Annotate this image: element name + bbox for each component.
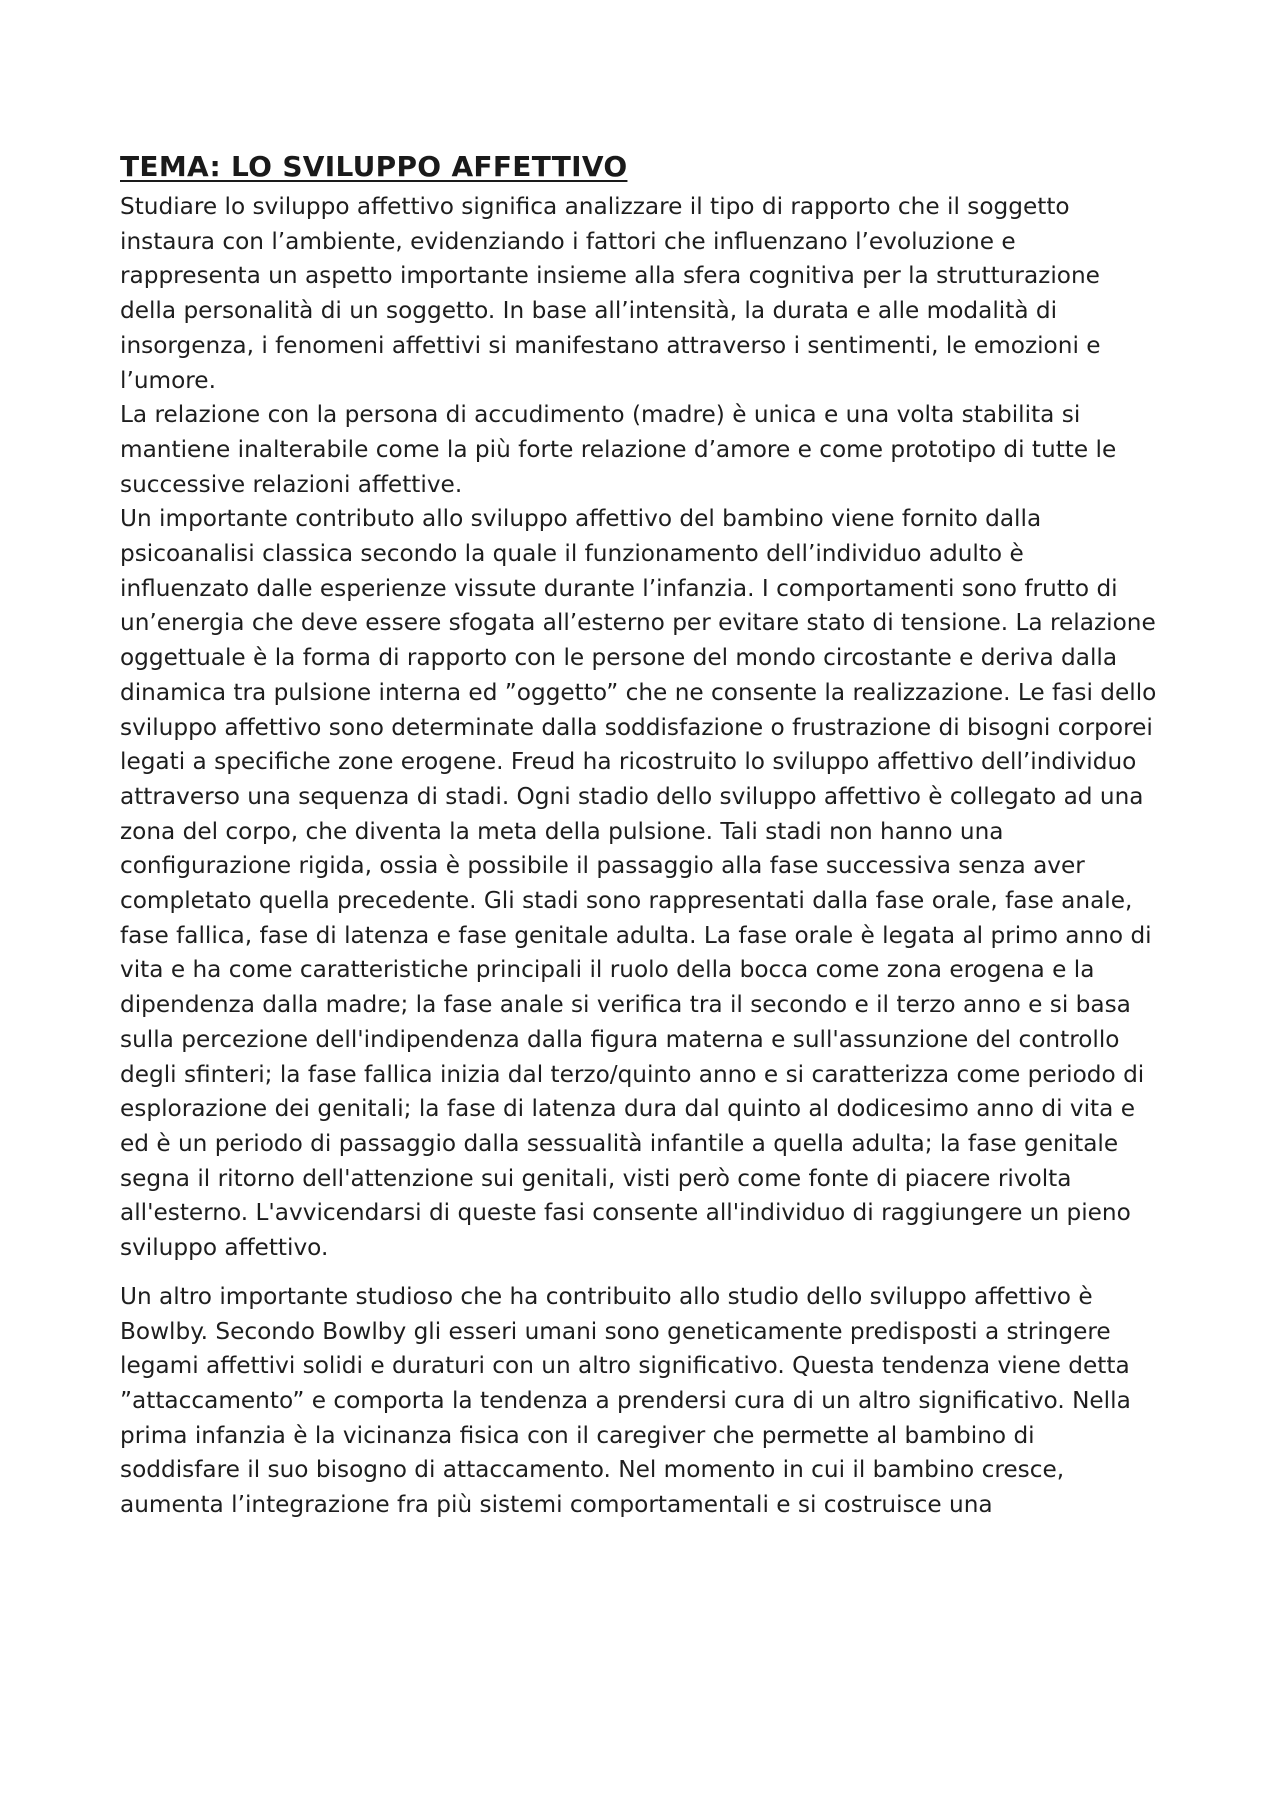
paragraph-caregiver-relation: La relazione con la persona di accudimento (madre) è unica e una volta stabilita si mantiene inalterabile come la più forte relazione d’amore e come prototipo di tutte le successive relazioni affettive. bbox=[120, 401, 1117, 498]
paragraph-intro: Studiare lo sviluppo affettivo significa analizzare il tipo di rapporto che il soggetto instaura con l’ambiente, evidenziando i fattori che influenzano l’evoluzione e rappresenta un aspetto importante insieme alla sfera cognitiva per la strutturazione della personalità di un soggetto. In base all’intensità, la durata e alle modalità di insorgenza, i fenomeni affettivi si manifestano attraverso i sentimenti, le emozioni e l’umore. bbox=[120, 193, 1101, 394]
paragraph-psychoanalysis: Un importante contributo allo sviluppo affettivo del bambino viene fornito dalla psicoanalisi classica secondo la quale il funzionamento dell’individuo adulto è influenzato dalle esperienze vissute durante l’infanzia. I comportamenti sono frutto di un’energia che deve essere sfogata all’esterno per evitare stato di tensione. La relazione oggettuale è la forma di rapporto con le persone del mondo circostante e deriva dalla dinamica tra pulsione interna ed ”oggetto” che ne consente la realizzazione. Le fasi dello sviluppo affettivo sono determinate dalla soddisfazione o frustrazione di bisogni corporei legati a specifiche zone erogene. Freud ha ricostruito lo sviluppo affettivo dell’individuo attraverso una sequenza di stadi. Ogni stadio dello sviluppo affettivo è collegato ad una zona del corpo, che diventa la meta della pulsione. Tali stadi non hanno una configurazione rigida, ossia è possibile il passaggio alla fase successiva senza aver completato quella precedente. Gli stadi sono rappresentati dalla fase orale, fase anale, fase fallica, fase di latenza e fase genitale adulta. La fase orale è legata al primo anno di vita e ha come caratteristiche principali il ruolo della bocca come zona erogena e la dipendenza dalla madre; la fase anale si verifica tra il secondo e il terzo anno e si basa sulla percezione dell'indipendenza dalla figura materna e sull'assunzione del controllo degli sfinteri; la fase fallica inizia dal terzo/quinto anno e si caratterizza come periodo di esplorazione dei genitali; la fase di latenza dura dal quinto al dodicesimo anno di vita e ed è un periodo di passaggio dalla sessualità infantile a quella adulta; la fase genitale segna il ritorno dell'attenzione sui genitali, visti però come fonte di piacere rivolta all'esterno. L'avvicendarsi di queste fasi consente all'individuo di raggiungere un pieno sviluppo affettivo. bbox=[120, 505, 1157, 1262]
document-title: TEMA: LO SVILUPPO AFFETTIVO bbox=[120, 150, 628, 183]
paragraph-bowlby: Un altro importante studioso che ha contribuito allo studio dello sviluppo affettivo è Bowlby. Secondo Bowlby gli esseri umani sono geneticamente predisposti a stringere legami affettivi solidi e duraturi con un altro significativo. Questa tendenza viene detta ”attaccamento” e comporta la tendenza a prendersi cura di un altro significativo. Nella prima infanzia è la vicinanza fisica con il caregiver che permette al bambino di soddisfare il suo bisogno di attaccamento. Nel momento in cui il bambino cresce, aumenta l’integrazione fra più sistemi comportamentali e si costruisce una bbox=[120, 1282, 1131, 1519]
document-body bbox=[120, 150, 1160, 1523]
